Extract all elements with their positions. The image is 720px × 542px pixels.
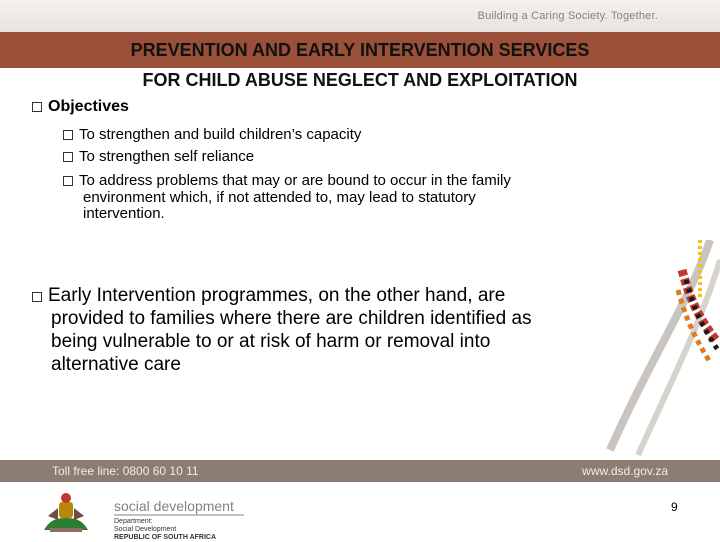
slogan: Building a Caring Society. Together.: [477, 10, 658, 22]
checkbox-bullet-icon: [32, 102, 42, 112]
toll-free-line: Toll free line: 0800 60 10 11: [52, 464, 199, 478]
logo-divider: [114, 514, 244, 516]
checkbox-bullet-icon: [63, 176, 73, 186]
website-url: www.dsd.gov.za: [582, 464, 668, 478]
page-number: 9: [671, 500, 678, 514]
beadwork-decoration: [590, 240, 720, 460]
objective-item-3: To address problems that may or are bound to occur in the family environment which, if not attended to, may lead to statutory intervention.: [63, 171, 663, 222]
checkbox-bullet-icon: [63, 130, 73, 140]
logo-name: social development: [114, 498, 234, 514]
objectives-heading: Objectives: [32, 98, 129, 116]
slide-title-line-1: PREVENTION AND EARLY INTERVENTION SERVICES: [130, 40, 590, 60]
checkbox-bullet-icon: [32, 292, 42, 302]
early-intervention-paragraph: Early Intervention programmes, on the other hand, are provided to families where there are children identified as being vulnerable to or at risk of harm or removal into alternative care: [32, 284, 642, 376]
checkbox-bullet-icon: [63, 152, 73, 162]
objective-item-1: To strengthen and build children’s capacity: [63, 125, 663, 144]
coat-of-arms-icon: [36, 490, 96, 534]
objective-item-2: To strengthen self reliance: [63, 147, 663, 166]
department-caption: Department: Social Development REPUBLIC OF SOUTH AFRICA: [114, 518, 217, 541]
slide-title-line-2: FOR CHILD ABUSE NEGLECT AND EXPLOITATION: [142, 70, 578, 90]
